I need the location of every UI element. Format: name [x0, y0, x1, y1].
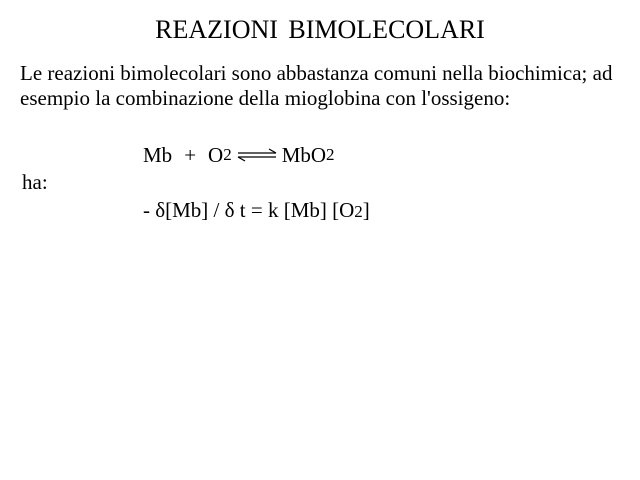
rate-law-close: ]	[362, 198, 370, 222]
rate-law-main: - δ[Mb] / δ t = k [Mb] [O	[143, 198, 355, 222]
reactant-o-subscript: 2	[223, 145, 232, 164]
reaction-equation	[143, 141, 335, 169]
slide-title: REAZIONI BIMOLECOLARI	[155, 15, 485, 44]
rate-law	[143, 196, 370, 226]
reactant-mb: Mb	[143, 143, 173, 167]
ha-label: ha:	[22, 170, 48, 194]
intro-paragraph: Le reazioni bimolecolari sono abbastanza comuni nella biochimica; ad esempio la combinazione della mioglobina con l'ossigeno:	[20, 61, 613, 110]
product-subscript: 2	[326, 145, 335, 164]
rate-law-subscript: 2	[354, 202, 363, 221]
reactant-o: O	[208, 143, 224, 167]
plus-sign: +	[184, 143, 197, 167]
product-mbo: MbO	[281, 143, 327, 167]
equilibrium-arrow-icon	[236, 148, 278, 162]
